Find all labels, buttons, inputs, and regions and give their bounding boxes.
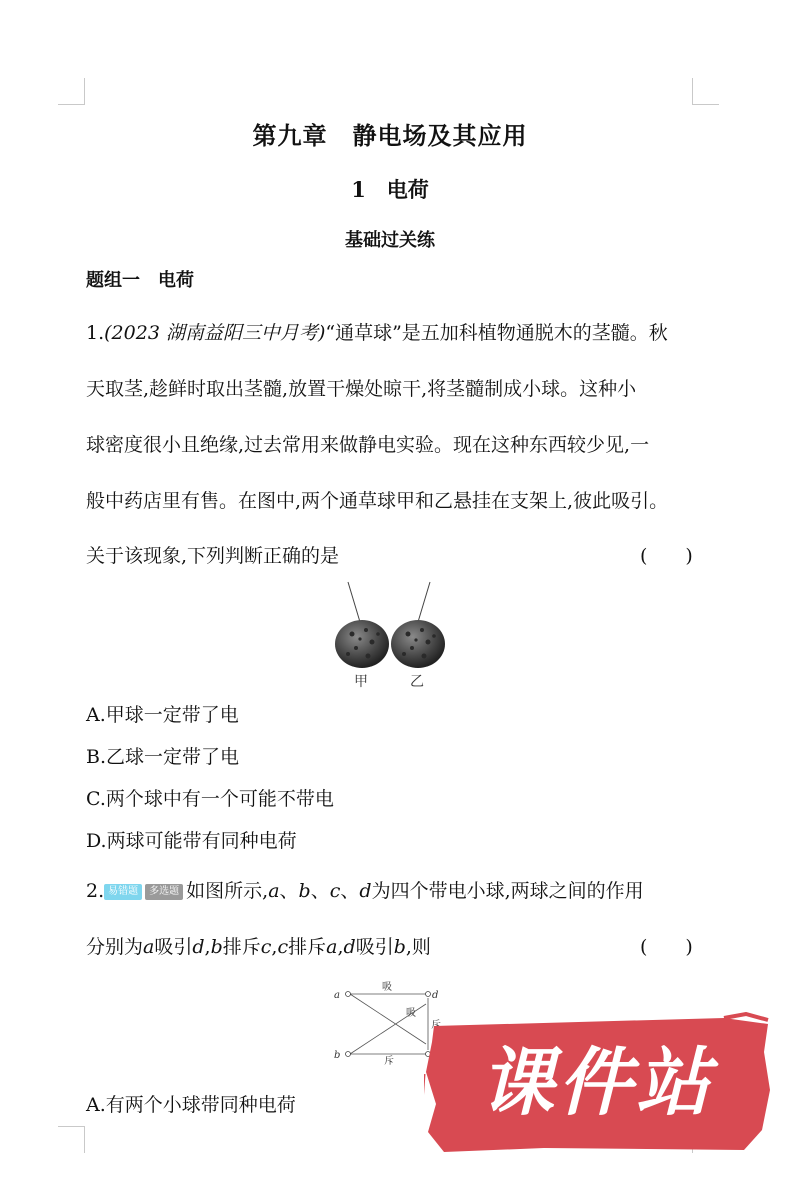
q2-l2-var: d: [343, 936, 356, 958]
q2-label-d: d: [432, 990, 439, 1001]
q2-label-side: 斥: [431, 1020, 441, 1031]
q1-answer-paren: ( ): [640, 545, 693, 567]
q2-l2-text: ,: [337, 936, 344, 958]
q2-line-2: [86, 932, 431, 959]
q2-l2-text: 吸引: [355, 936, 394, 958]
q1-text-1: “通草球”是五加科植物通脱木的茎髓。秋: [325, 322, 668, 344]
q2-l2-text: 分别为: [86, 936, 144, 958]
q2-label-top: 吸: [382, 982, 392, 993]
q1-ball-jia: [335, 620, 389, 668]
q2-l2-var: a: [326, 936, 338, 958]
q2-l2-var: d: [192, 936, 205, 958]
crop-mark-top-left: [58, 78, 85, 105]
section-title: 1 电荷: [351, 177, 429, 202]
q1-thread-left: [348, 582, 360, 622]
q2-ball-b: [346, 1052, 351, 1057]
q2-label-diag: 吸: [406, 1008, 416, 1019]
exercise-title: 基础过关练: [345, 230, 435, 251]
watermark-badge: [424, 1012, 770, 1154]
q2-l2-var: b: [393, 936, 406, 958]
q2-tag-multi-choice: 多选题: [145, 884, 183, 900]
q2-label-bottom: 斥: [384, 1056, 394, 1066]
q2-var-d: d: [359, 880, 372, 902]
q2-l2-text: ,: [204, 936, 211, 958]
q1-label-yi: 乙: [410, 674, 424, 690]
q2-l2-var: c: [260, 936, 272, 958]
q2-tag-error-prone: 易错题: [104, 884, 142, 900]
q2-l2-text: 排斥: [222, 936, 261, 958]
q2-text-post: 为四个带电小球,两球之间的作用: [371, 880, 644, 902]
q2-answer-paren: ( ): [640, 936, 693, 958]
q1-thread-right: [418, 582, 430, 622]
q2-l2-text: 排斥: [288, 936, 327, 958]
q1-option-b: B.乙球一定带了电: [86, 746, 240, 768]
crop-mark-bottom-left: [58, 1126, 85, 1153]
watermark-text: 课件站: [480, 1040, 714, 1126]
q1-line-4: 般中药店里有售。在图中,两个通草球甲和乙悬挂在支架上,彼此吸引。: [86, 490, 669, 512]
q1-line-5: 关于该现象,下列判断正确的是: [86, 545, 340, 567]
q1-number: 1.: [86, 322, 105, 344]
q2-number: 2.: [86, 880, 105, 902]
q2-label-b: b: [334, 1050, 341, 1061]
q2-var-b: b: [298, 880, 311, 902]
q2-l2-var: c: [277, 936, 289, 958]
q1-source: (2023 湖南益阳三中月考): [104, 322, 326, 344]
group-title: 题组一 电荷: [86, 270, 194, 291]
q2-ball-a: [346, 992, 351, 997]
q2-line-1: 2. 易错题 多选题 如图所示,a、b、c、d为四个带电小球,两球之间的作用: [86, 880, 644, 902]
q1-line-1: [86, 318, 668, 345]
q2-text-pre: 如图所示,: [186, 880, 269, 902]
q2-l2-text: ,则: [405, 936, 431, 958]
q1-line-2: 天取茎,趁鲜时取出茎髓,放置干燥处晾干,将茎髓制成小球。这种小: [86, 378, 637, 400]
q1-figure-pith-balls: [320, 578, 460, 690]
chapter-title: 第九章 静电场及其应用: [252, 121, 528, 150]
q1-line-3: 球密度很小且绝缘,过去常用来做静电实验。现在这种东西较少见,一: [86, 434, 650, 456]
q2-var-a: a: [268, 880, 280, 902]
q2-var-c: c: [329, 880, 341, 902]
q2-ball-d: [426, 992, 431, 997]
q1-option-a: A.甲球一定带了电: [86, 704, 239, 726]
q1-ball-yi: [391, 620, 445, 668]
q1-label-jia: 甲: [354, 674, 368, 690]
q2-l2-text: 吸引: [154, 936, 193, 958]
q2-label-a: a: [334, 990, 340, 1001]
q2-l2-var: b: [210, 936, 223, 958]
q2-option-a: A.有两个小球带同种电荷: [86, 1094, 296, 1116]
crop-mark-top-right: [692, 78, 719, 105]
q2-l2-var: a: [143, 936, 155, 958]
q2-l2-text: ,: [271, 936, 278, 958]
q1-option-c: C.两个球中有一个可能不带电: [86, 788, 334, 810]
q1-option-d: D.两球可能带有同种电荷: [86, 830, 297, 852]
